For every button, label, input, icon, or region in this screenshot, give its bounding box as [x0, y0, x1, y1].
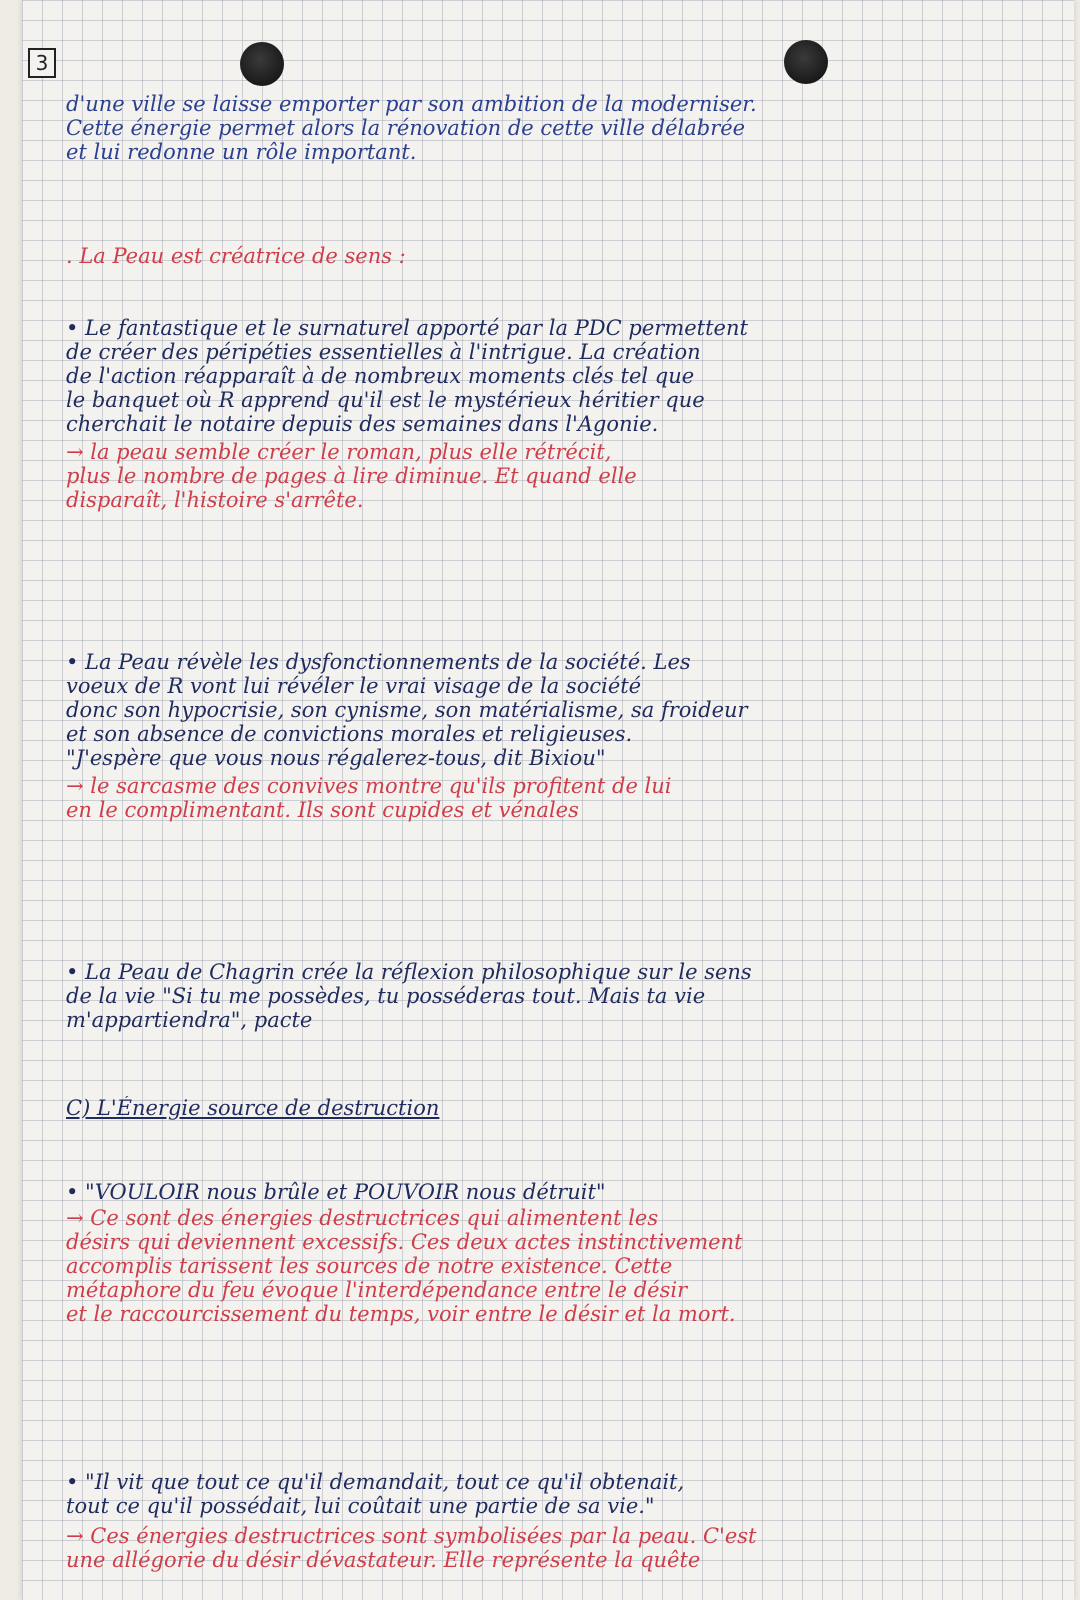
text-line: cherchait le notaire depuis des semaines dans l'Agonie. — [66, 412, 659, 436]
intro-paragraph — [66, 92, 1056, 164]
text-line: • "VOULOIR nous brûle et POUVOIR nous détruit" — [66, 1180, 606, 1204]
text-line: donc son hypocrisie, son cynisme, son matérialisme, sa froideur — [66, 698, 748, 722]
text-line: une allégorie du désir dévastateur. Elle représente la quête — [66, 1548, 701, 1572]
text-line: le banquet où R apprend qu'il est le mystérieux héritier que — [66, 388, 705, 412]
text-line: en le complimentant. Ils sont cupides et vénales — [66, 798, 579, 822]
point-1 — [66, 316, 1056, 436]
text-line: • "Il vit que tout ce qu'il demandait, tout ce qu'il obtenait, — [66, 1470, 685, 1494]
text-line: • La Peau révèle les dysfonctionnements de la société. Les — [66, 650, 691, 674]
text-line: • Le fantastique et le surnaturel apporté par la PDC permettent — [66, 316, 748, 340]
point-4-note — [66, 1206, 1056, 1326]
point-5 — [66, 1470, 1056, 1518]
text-line: → la peau semble créer le roman, plus elle rétrécit, — [66, 440, 612, 464]
text-line: de la vie "Si tu me possèdes, tu posséderas tout. Mais ta vie — [66, 984, 706, 1008]
text-line: tout ce qu'il possédait, lui coûtait une partie de sa vie." — [66, 1494, 655, 1518]
text-line: de l'action réapparaît à de nombreux moments clés tel que — [66, 364, 695, 388]
text-line: et lui redonne un rôle important. — [66, 140, 417, 164]
point-2 — [66, 650, 1056, 770]
punch-hole — [240, 42, 284, 86]
point-4 — [66, 1180, 1056, 1204]
point-2-note — [66, 774, 1056, 822]
text-line: et son absence de convictions morales et religieuses. — [66, 722, 633, 746]
text-line: métaphore du feu évoque l'interdépendance entre le désir — [66, 1278, 688, 1302]
section-heading-c — [66, 1096, 1056, 1120]
punch-hole — [784, 40, 828, 84]
text-line: voeux de R vont lui révéler le vrai visage de la société — [66, 674, 642, 698]
text-line: "J'espère que vous nous régalerez-tous, dit Bixiou" — [66, 746, 606, 770]
grid-paper-sheet — [22, 0, 1074, 1600]
text-line: → Ces énergies destructrices sont symbolisées par la peau. C'est — [66, 1524, 757, 1548]
text-line: • La Peau de Chagrin crée la réflexion philosophique sur le sens — [66, 960, 752, 984]
text-line: de créer des péripéties essentielles à l'intrigue. La création — [66, 340, 701, 364]
text-line: accomplis tarissent les sources de notre existence. Cette — [66, 1254, 673, 1278]
page-number: 3 — [28, 48, 56, 78]
point-1-note — [66, 440, 1056, 512]
text-line: disparaît, l'histoire s'arrête. — [66, 488, 364, 512]
point-5-note — [66, 1524, 1056, 1572]
heading-text: C) L'Énergie source de destruction — [66, 1096, 440, 1120]
heading-text: . La Peau est créatrice de sens : — [66, 244, 406, 268]
text-line: et le raccourcissement du temps, voir entre le désir et la mort. — [66, 1302, 736, 1326]
text-line: désirs qui deviennent excessifs. Ces deux actes instinctivement — [66, 1230, 743, 1254]
text-line: plus le nombre de pages à lire diminue. Et quand elle — [66, 464, 637, 488]
text-line: m'appartiendra", pacte — [66, 1008, 313, 1032]
point-3 — [66, 960, 1056, 1032]
text-line: → le sarcasme des convives montre qu'ils profitent de lui — [66, 774, 672, 798]
text-line: d'une ville se laisse emporter par son ambition de la moderniser. — [66, 92, 757, 116]
text-line: Cette énergie permet alors la rénovation de cette ville délabrée — [66, 116, 746, 140]
section-heading-b — [66, 244, 1056, 268]
text-line: → Ce sont des énergies destructrices qui alimentent les — [66, 1206, 659, 1230]
